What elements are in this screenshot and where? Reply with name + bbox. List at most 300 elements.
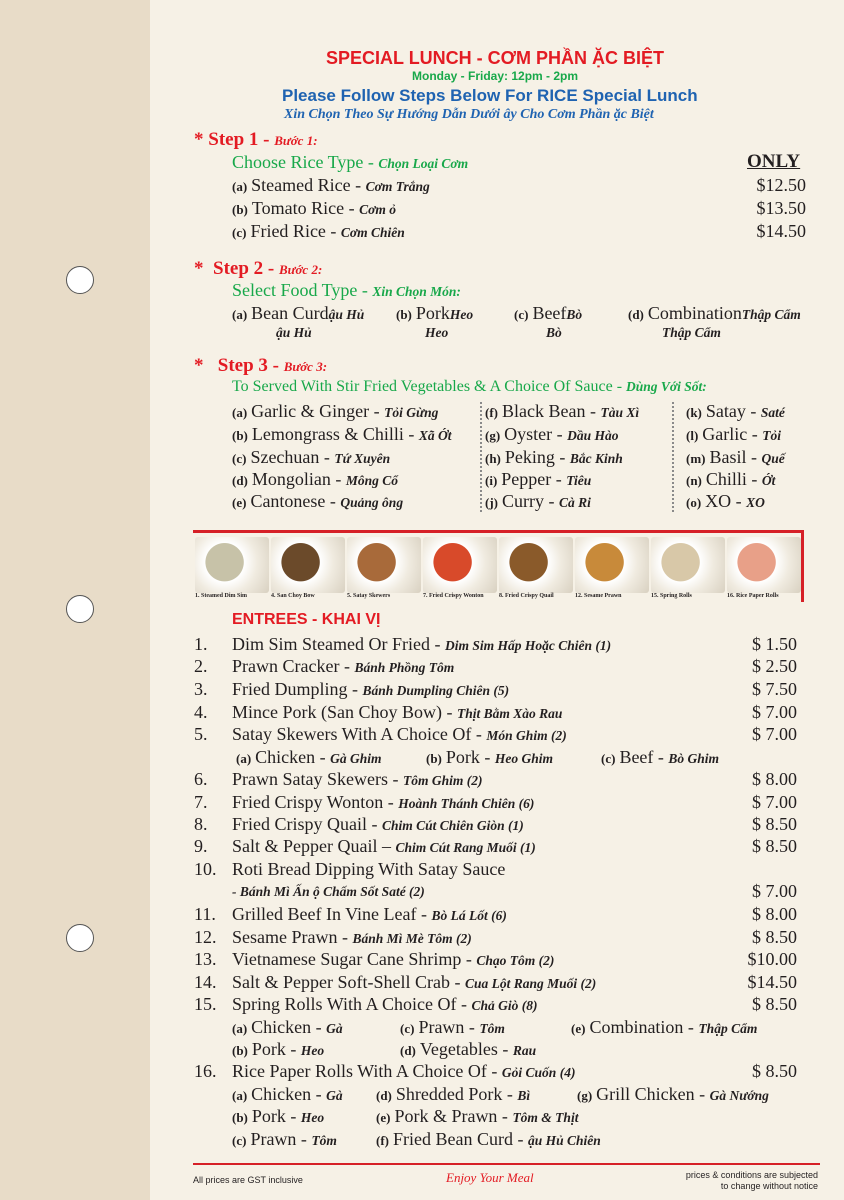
sauce-option xyxy=(485,424,619,445)
entree-name: Vietnamese Sugar Cane Shrimp - xyxy=(232,949,477,969)
food-photo xyxy=(575,537,649,593)
option-vi: Bì xyxy=(517,1088,531,1103)
sauce-option xyxy=(485,401,639,422)
rice-option xyxy=(232,221,405,242)
food-photo xyxy=(651,537,725,593)
option-name: Satay - xyxy=(705,401,761,421)
option-name: Combination xyxy=(647,303,742,323)
entree-vi: Chim Cút Chiên Giòn (1) xyxy=(382,818,524,833)
sauce-option xyxy=(686,424,781,445)
entree-vi: Bánh Mì Mè Tôm (2) xyxy=(352,931,472,946)
option-letter: (a) xyxy=(232,179,248,194)
instructions: Please Follow Steps Below For RICE Special Lunch xyxy=(282,86,698,105)
entree-name: Fried Dumpling - xyxy=(232,679,363,699)
entree-number: 3. xyxy=(194,679,208,699)
entree-number: 15. xyxy=(194,994,217,1014)
option-letter: (j) xyxy=(485,495,498,510)
option-letter: (e) xyxy=(376,1110,391,1125)
option xyxy=(232,447,391,467)
option xyxy=(232,469,399,489)
option-letter: (i) xyxy=(485,473,498,488)
food-type-option xyxy=(628,303,801,324)
option-name: Fried Rice - xyxy=(250,221,341,241)
option-letter: (b) xyxy=(232,1110,248,1125)
option-name: Pork xyxy=(415,303,450,323)
option xyxy=(232,175,430,195)
entree-item xyxy=(232,927,472,948)
option-name: Combination - xyxy=(589,1017,699,1037)
entree-number: 13. xyxy=(194,949,217,969)
option-vi: XO xyxy=(746,495,765,510)
option-vi: Tiêu xyxy=(566,473,592,488)
entree-price: $ 7.00 xyxy=(752,702,797,722)
entree-name: Roti Bread Dipping With Satay Sauce xyxy=(232,859,506,879)
entree-price: $ 8.50 xyxy=(752,1061,797,1081)
sauce-option xyxy=(686,469,775,490)
entree-name: Prawn Satay Skewers - xyxy=(232,769,403,789)
option-letter: (c) xyxy=(232,451,247,466)
option xyxy=(485,447,623,467)
option-letter: (g) xyxy=(485,428,501,443)
entree-name: Dim Sim Steamed Or Fried - xyxy=(232,634,445,654)
option-vi: Tôm xyxy=(479,1021,505,1036)
option-vi: Thập Cẩm xyxy=(741,307,801,322)
option-letter: (f) xyxy=(485,405,498,420)
roti-price: $ 7.00 xyxy=(752,881,797,901)
option xyxy=(232,424,452,444)
food-photo xyxy=(499,537,573,593)
option-letter: (a) xyxy=(232,1021,248,1036)
option xyxy=(376,1106,579,1126)
option-vi: Tứ Xuyên xyxy=(334,451,391,466)
page-title: SPECIAL LUNCH - CƠM PHẦN ẶC BIỆT xyxy=(326,48,665,68)
binder-hole xyxy=(66,266,94,294)
entree-number: 12. xyxy=(194,927,217,947)
option-name: Fried Bean Curd - xyxy=(393,1129,528,1149)
option-vi: Gà xyxy=(326,1021,343,1036)
footer-rule xyxy=(193,1163,820,1165)
option-vi: Xã Ớt xyxy=(418,428,452,443)
entree-name: Rice Paper Rolls With A Choice Of - xyxy=(232,1061,502,1081)
entree-vi: Hoành Thánh Chiên (6) xyxy=(398,796,535,811)
option-letter: (b) xyxy=(232,428,248,443)
option-name: Szechuan - xyxy=(250,447,335,467)
option xyxy=(232,303,365,323)
rice-paper-option xyxy=(232,1106,324,1127)
option xyxy=(232,221,405,241)
spring-roll-option xyxy=(400,1039,536,1060)
entree-item xyxy=(232,972,596,993)
option xyxy=(376,1129,601,1149)
entree-item xyxy=(232,679,509,700)
option-name: Garlic - xyxy=(702,424,763,444)
option-name: Pork - xyxy=(251,1039,301,1059)
photo-caption: 8. Fried Crispy Quail xyxy=(499,593,554,599)
option xyxy=(426,747,554,767)
option xyxy=(485,401,640,421)
sauce-option xyxy=(686,447,785,468)
option-name: Pork - xyxy=(251,1106,301,1126)
option-letter: (c) xyxy=(601,751,616,766)
option xyxy=(232,198,396,218)
option-vi: Quế xyxy=(761,451,785,466)
option-vi: Rau xyxy=(512,1043,537,1058)
option xyxy=(577,1084,769,1104)
photo-caption: 7. Fried Crispy Wonton xyxy=(423,593,484,599)
option-name: Black Bean - xyxy=(502,401,601,421)
step2-subtitle: Select Food Type - Xin Chọn Món: xyxy=(232,280,461,300)
option-name: Prawn - xyxy=(250,1129,312,1149)
entree-vi: Bánh Phồng Tôm xyxy=(354,660,455,675)
food-photo xyxy=(423,537,497,593)
entree-item xyxy=(232,724,567,745)
entree-item xyxy=(232,656,454,677)
option xyxy=(686,447,785,467)
entree-price: $ 1.50 xyxy=(752,634,797,654)
rice-price: $14.50 xyxy=(756,221,806,241)
option xyxy=(232,401,439,421)
satay-option xyxy=(236,747,382,768)
entree-vi: Chạo Tôm (2) xyxy=(476,953,555,968)
entree-item xyxy=(232,634,611,655)
footer-notice: prices & conditions are subjected to change without notice xyxy=(685,1170,818,1191)
option xyxy=(236,747,382,767)
entree-name: Grilled Beef In Vine Leaf - xyxy=(232,904,432,924)
option-letter: (m) xyxy=(686,451,706,466)
option-name: Vegetables - xyxy=(419,1039,513,1059)
entree-number: 11. xyxy=(194,904,216,924)
food-type-vi: Bò xyxy=(546,325,562,340)
option-vi: Tàu Xì xyxy=(600,405,640,420)
rice-paper-option xyxy=(376,1129,601,1150)
food-type-vi: Heo xyxy=(425,325,449,340)
option-vi: Bò Ghim xyxy=(668,751,720,766)
entree-vi: Cua Lột Rang Muối (2) xyxy=(464,976,597,991)
option-name: Chicken - xyxy=(251,1084,327,1104)
option xyxy=(686,491,765,511)
entree-vi: Chim Cút Rang Muối (1) xyxy=(395,840,536,855)
rice-option xyxy=(232,175,430,196)
option-letter: (d) xyxy=(232,473,248,488)
entree-name: Salt & Pepper Soft-Shell Crab - xyxy=(232,972,465,992)
option-vi: Heo xyxy=(300,1043,325,1058)
option-name: Beef xyxy=(532,303,567,323)
spring-roll-option xyxy=(571,1017,757,1038)
entree-price: $ 8.50 xyxy=(752,927,797,947)
binder-hole xyxy=(66,924,94,952)
option xyxy=(601,747,720,767)
option xyxy=(400,1039,537,1059)
rice-price: $12.50 xyxy=(756,175,806,195)
option-name: Garlic & Ginger - xyxy=(251,401,385,421)
option-vi: Cà Ri xyxy=(559,495,591,510)
option-name: Beef - xyxy=(619,747,669,767)
option xyxy=(232,491,404,511)
option-name: XO - xyxy=(705,491,747,511)
option-name: Chicken - xyxy=(251,1017,327,1037)
option-vi: Cơm ỏ xyxy=(359,202,396,217)
entree-item xyxy=(232,814,524,835)
option-letter: (o) xyxy=(686,495,702,510)
entree-number: 2. xyxy=(194,656,208,676)
option-vi: Dầu Hào xyxy=(567,428,619,443)
column-divider xyxy=(480,402,482,512)
option-letter: (c) xyxy=(400,1021,415,1036)
option xyxy=(485,469,592,489)
entree-price: $ 2.50 xyxy=(752,656,797,676)
entree-vi: Chả Giò (8) xyxy=(471,998,538,1013)
entree-number: 1. xyxy=(194,634,208,654)
sauce-option xyxy=(232,424,452,445)
option xyxy=(686,469,776,489)
option-vi: Saté xyxy=(760,405,785,420)
option-letter: (a) xyxy=(232,1088,248,1103)
entree-name: Mince Pork (San Choy Bow) - xyxy=(232,702,457,722)
column-divider xyxy=(672,402,674,512)
entree-vi: Bò Lá Lốt (6) xyxy=(431,908,507,923)
entree-vi: Bánh Dumpling Chiên (5) xyxy=(362,683,510,698)
entree-name: Satay Skewers With A Choice Of - xyxy=(232,724,487,744)
step1-subtitle: Choose Rice Type - Chọn Loại Cơm xyxy=(232,152,469,172)
option-letter: (a) xyxy=(232,405,248,420)
option-vi: Bò xyxy=(566,307,583,322)
option-vi: Mông Cổ xyxy=(345,473,399,488)
entree-vi: Tôm Ghim (2) xyxy=(402,773,483,788)
instructions-vi: Xin Chọn Theo Sự Hướng Dẫn Dưới ây Cho Cơm Phần ặc Biệt xyxy=(284,107,654,122)
step3-heading: * Step 3 - Bước 3: xyxy=(194,355,328,376)
option xyxy=(571,1017,758,1037)
food-type-option xyxy=(232,303,364,324)
option-vi: Cơm Chiên xyxy=(340,225,405,240)
photo-strip xyxy=(193,530,804,602)
option-letter: (b) xyxy=(232,202,248,217)
option-name: Curry - xyxy=(502,491,559,511)
food-photo xyxy=(727,537,801,593)
option xyxy=(376,1084,531,1104)
entree-number: 4. xyxy=(194,702,208,722)
option-name: Basil - xyxy=(709,447,762,467)
rice-paper-option xyxy=(376,1084,530,1105)
entree-vi: Thịt Bằm Xào Rau xyxy=(456,706,563,721)
option-letter: (g) xyxy=(577,1088,593,1103)
sauce-option xyxy=(232,491,403,512)
entrees-title: ENTREES - KHAI VỊ xyxy=(232,611,381,628)
option-vi: Gà xyxy=(326,1088,343,1103)
food-photo xyxy=(347,537,421,593)
entree-price: $14.50 xyxy=(747,972,797,992)
option-name: Lemongrass & Chilli - xyxy=(251,424,419,444)
food-photo xyxy=(195,537,269,593)
step2-heading: * Step 2 - Bước 2: xyxy=(194,258,323,279)
sauce-option xyxy=(232,401,438,422)
rice-paper-option xyxy=(232,1129,337,1150)
sauce-option xyxy=(485,491,591,512)
entree-vi: Món Ghim (2) xyxy=(486,728,567,743)
option-vi: ậu Hủ Chiên xyxy=(527,1133,601,1148)
entree-price: $ 8.50 xyxy=(752,836,797,856)
option-letter: (n) xyxy=(686,473,702,488)
entree-vi: Gỏi Cuốn (4) xyxy=(501,1065,576,1080)
entree-name: Prawn Cracker - xyxy=(232,656,355,676)
option-letter: (l) xyxy=(686,428,699,443)
roti-vi: - Bánh Mì Ấn ộ Chấm Sốt Saté (2) xyxy=(232,884,425,899)
option-letter: (a) xyxy=(236,751,252,766)
step1-heading: * Step 1 - Bước 1: xyxy=(194,129,318,150)
entree-price: $ 8.50 xyxy=(752,994,797,1014)
option-name: Pork & Prawn - xyxy=(394,1106,513,1126)
entree-number: 14. xyxy=(194,972,217,992)
option-vi: Heo xyxy=(300,1110,325,1125)
food-photo xyxy=(271,537,345,593)
option-vi: ậu Hủ xyxy=(328,307,365,322)
option xyxy=(232,1039,325,1059)
option-letter: (b) xyxy=(426,751,442,766)
option-vi: Tôm & Thịt xyxy=(512,1110,579,1125)
footer-gst: All prices are GST inclusive xyxy=(193,1175,303,1185)
photo-caption: 4. San Choy Bow xyxy=(271,593,315,599)
rice-paper-option xyxy=(232,1084,343,1105)
option-letter: (a) xyxy=(232,307,248,322)
food-type-option xyxy=(514,303,582,324)
entree-name: Spring Rolls With A Choice Of - xyxy=(232,994,472,1014)
option xyxy=(485,424,619,444)
option xyxy=(232,1017,343,1037)
entree-number: 10. xyxy=(194,859,217,879)
option xyxy=(396,303,474,323)
option xyxy=(514,303,583,323)
option-vi: Tỏi Gừng xyxy=(384,405,439,420)
option xyxy=(232,1106,325,1126)
option-vi: Heo xyxy=(449,307,474,322)
option-name: Mongolian - xyxy=(251,469,346,489)
option-name: Tomato Rice - xyxy=(251,198,360,218)
option xyxy=(400,1017,505,1037)
binder-hole xyxy=(66,595,94,623)
rice-price: $13.50 xyxy=(756,198,806,218)
option-name: Chicken - xyxy=(255,747,331,767)
option-name: Shredded Pork - xyxy=(395,1084,518,1104)
entree-item xyxy=(232,1061,575,1082)
option-letter: (e) xyxy=(571,1021,586,1036)
sauce-option xyxy=(485,447,623,468)
sauce-option xyxy=(485,469,591,490)
option-name: Cantonese - xyxy=(250,491,341,511)
sauce-option xyxy=(232,469,398,490)
entree-number: 5. xyxy=(194,724,208,744)
option-name: Pork - xyxy=(445,747,495,767)
satay-option xyxy=(426,747,553,768)
entree-item xyxy=(232,702,562,723)
option-vi: Ớt xyxy=(761,473,776,488)
entree-name: Salt & Pepper Quail – xyxy=(232,836,396,856)
option-vi: Quảng ông xyxy=(340,495,404,510)
photo-caption: 15. Spring Rolls xyxy=(651,593,692,599)
food-type-vi: Thập Cẩm xyxy=(662,325,721,340)
entree-name: Sesame Prawn - xyxy=(232,927,353,947)
step3-subtitle: To Served With Stir Fried Vegetables & A Choice Of Sauce - Dùng Với Sốt: xyxy=(232,378,707,395)
option-letter: (f) xyxy=(376,1133,389,1148)
option-vi: Tôm xyxy=(311,1133,337,1148)
footer-enjoy: Enjoy Your Meal xyxy=(446,1170,534,1185)
option-letter: (d) xyxy=(376,1088,392,1103)
entree-number: 7. xyxy=(194,792,208,812)
option-letter: (c) xyxy=(232,225,247,240)
entree-item xyxy=(232,994,537,1015)
option xyxy=(232,1129,337,1149)
option-vi: Tỏi xyxy=(762,428,781,443)
entree-number: 9. xyxy=(194,836,208,856)
food-type-option xyxy=(396,303,473,324)
option-letter: (c) xyxy=(514,307,529,322)
entree-price: $ 7.00 xyxy=(752,724,797,744)
entree-item xyxy=(232,859,505,880)
option-name: Bean Curd xyxy=(251,303,329,323)
option-vi: Gà Nướng xyxy=(709,1088,769,1103)
option-vi: Heo Ghim xyxy=(494,751,554,766)
option xyxy=(686,424,781,444)
entree-price: $ 8.00 xyxy=(752,904,797,924)
entree-item xyxy=(232,949,554,970)
option-name: Prawn - xyxy=(418,1017,480,1037)
option-letter: (e) xyxy=(232,495,247,510)
entree-price: $ 7.50 xyxy=(752,679,797,699)
entree-name: Fried Crispy Wonton - xyxy=(232,792,399,812)
option-letter: (c) xyxy=(232,1133,247,1148)
spring-roll-option xyxy=(232,1017,343,1038)
only-label: ONLY xyxy=(747,151,801,172)
photo-caption: 1. Steamed Dim Sim xyxy=(195,593,247,599)
entree-number: 16. xyxy=(194,1061,217,1081)
option-name: Grill Chicken - xyxy=(596,1084,710,1104)
satay-option xyxy=(601,747,719,768)
entree-item xyxy=(232,904,507,925)
rice-paper-option xyxy=(577,1084,769,1105)
entree-number: 8. xyxy=(194,814,208,834)
option-name: Oyster - xyxy=(504,424,568,444)
entree-item xyxy=(232,769,482,790)
option-letter: (d) xyxy=(628,307,644,322)
entree-number: 6. xyxy=(194,769,208,789)
food-type-vi: ậu Hủ xyxy=(276,325,312,340)
option xyxy=(628,303,801,323)
option-letter: (b) xyxy=(396,307,412,322)
option-letter: (d) xyxy=(400,1043,416,1058)
option-letter: (k) xyxy=(686,405,702,420)
option-letter: (b) xyxy=(232,1043,248,1058)
rice-option xyxy=(232,198,396,219)
entree-price: $ 8.50 xyxy=(752,814,797,834)
spring-roll-option xyxy=(232,1039,324,1060)
rice-paper-option xyxy=(376,1106,578,1127)
entree-price: $ 7.00 xyxy=(752,792,797,812)
sauce-option xyxy=(686,401,785,422)
option-vi: Thập Cẩm xyxy=(698,1021,758,1036)
option-letter: (h) xyxy=(485,451,501,466)
entree-price: $ 8.00 xyxy=(752,769,797,789)
option xyxy=(686,401,785,421)
entree-item xyxy=(232,836,536,857)
photo-caption: 5. Satay Skewers xyxy=(347,593,391,599)
option-name: Peking - xyxy=(504,447,570,467)
hours: Monday - Friday: 12pm - 2pm xyxy=(412,69,579,83)
entree-item xyxy=(232,792,534,813)
entree-vi: Dim Sim Hấp Hoặc Chiên (1) xyxy=(444,638,612,653)
photo-caption: 16. Rice Paper Rolls xyxy=(727,593,779,599)
option-vi: Cơm Trắng xyxy=(365,179,430,194)
option xyxy=(232,1084,343,1104)
photo-caption: 12. Sesame Prawn xyxy=(575,593,622,599)
option-name: Steamed Rice - xyxy=(251,175,366,195)
